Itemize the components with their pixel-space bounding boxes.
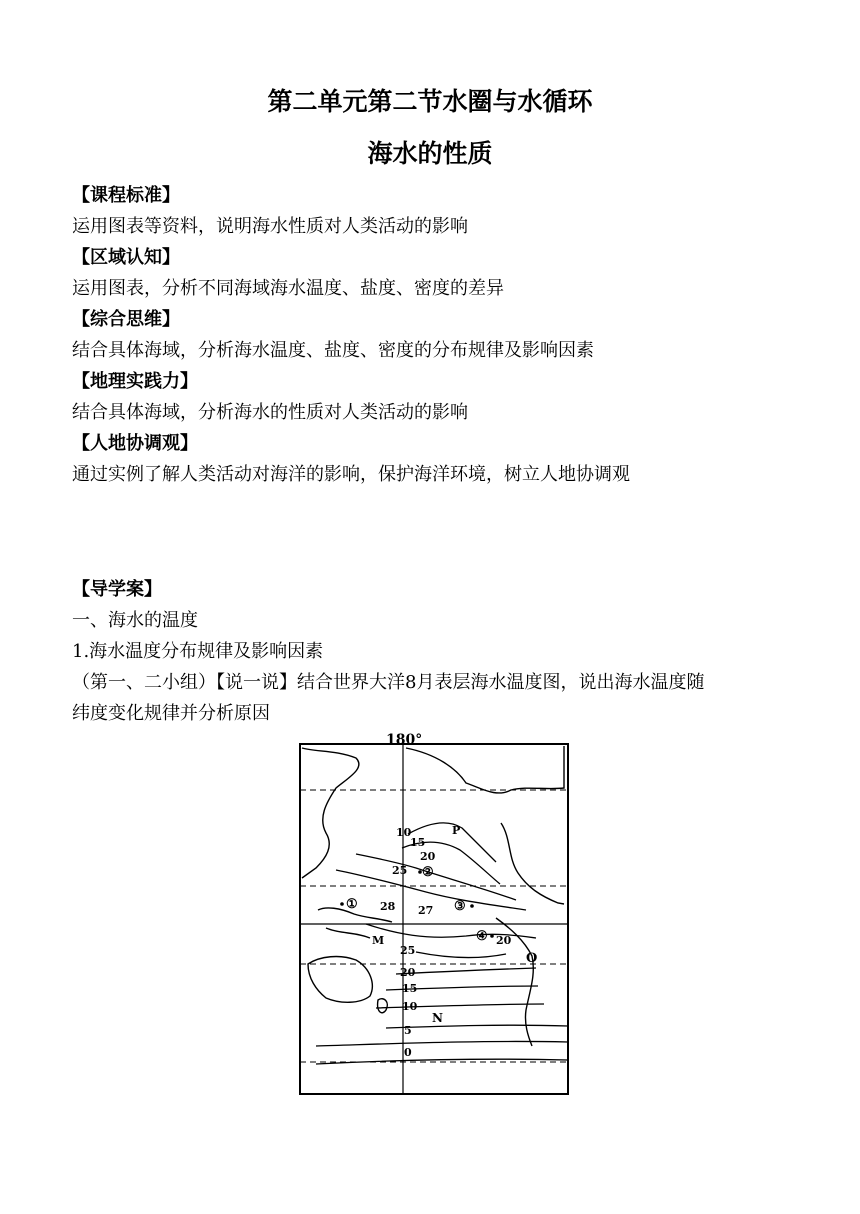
guide-heading: 【导学案】 — [72, 579, 162, 600]
item-heading: 1.海水温度分布规律及影响因素 — [72, 641, 324, 662]
isotherm-label: 5 — [404, 1024, 412, 1037]
point-m-label: M — [372, 934, 385, 947]
point-2-label: ② — [422, 865, 434, 880]
isotherm-label: 25 — [400, 944, 416, 957]
curriculum-text: 运用图表等资料，说明海水性质对人类活动的影响 — [72, 216, 468, 237]
location-dots — [340, 870, 494, 938]
coastlines — [302, 746, 564, 1046]
task-line-2: 纬度变化规律并分析原因 — [72, 703, 270, 724]
practice-text: 结合具体海域，分析海水的性质对人类活动的影响 — [72, 402, 468, 423]
region-heading: 【区域认知】 — [72, 247, 180, 268]
thinking-text: 结合具体海域，分析海水温度、盐度、密度的分布规律及影响因素 — [72, 340, 594, 361]
isotherm-label: 15 — [410, 836, 426, 849]
point-4-label: ④ — [476, 929, 488, 944]
practice-heading: 【地理实践力】 — [72, 371, 198, 392]
page-title: 第二单元第二节水圈与水循环 — [267, 87, 593, 116]
harmony-heading: 【人地协调观】 — [72, 433, 198, 454]
isotherm-label: 20 — [400, 966, 416, 979]
region-text: 运用图表，分析不同海域海水温度、盐度、密度的差异 — [72, 278, 504, 299]
lon-label: 180° — [386, 732, 423, 748]
isotherm-label: 10 — [396, 826, 412, 839]
point-o-label: O — [526, 951, 538, 966]
sea-temperature-map — [296, 728, 572, 1098]
isotherm-label: 10 — [402, 1000, 418, 1013]
isotherm-label: 20 — [496, 934, 512, 947]
harmony-text: 通过实例了解人类活动对海洋的影响，保护海洋环境，树立人地协调观 — [72, 464, 630, 485]
isotherm-label: 28 — [380, 900, 396, 913]
curriculum-heading: 【课程标准】 — [72, 185, 180, 206]
isotherm-label: 0 — [404, 1046, 412, 1059]
isotherm-label: 20 — [420, 850, 436, 863]
point-1-label: ① — [346, 897, 358, 912]
thinking-heading: 【综合思维】 — [72, 309, 180, 330]
isotherm-label: 15 — [402, 982, 418, 995]
point-n-label: N — [432, 1011, 443, 1025]
isotherm-label: 25 — [392, 864, 408, 877]
point-3-label: ③ — [454, 899, 466, 914]
task-line-1: （第一、二小组）【说一说】结合世界大洋8月表层海水温度图，说出海水温度随 — [72, 672, 705, 693]
page-subtitle: 海水的性质 — [367, 139, 493, 168]
section-heading: 一、海水的温度 — [72, 610, 198, 631]
isotherm-label: 27 — [418, 904, 434, 917]
isotherm-lines — [316, 823, 568, 1064]
point-p-label: P — [452, 824, 461, 837]
